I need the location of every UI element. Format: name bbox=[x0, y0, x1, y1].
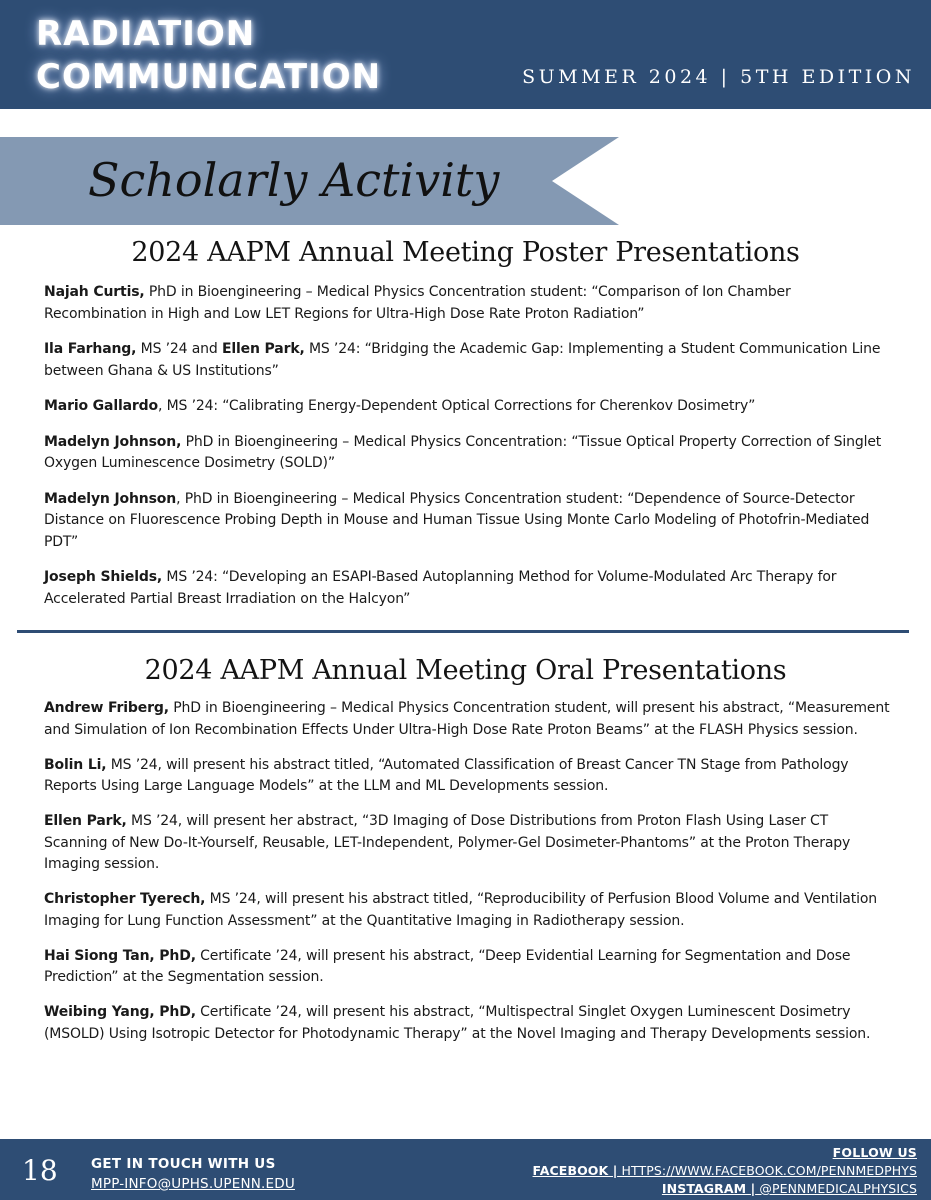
brand-line-1: RADIATION bbox=[36, 14, 256, 54]
contact-email-link[interactable]: MPP-INFO@UPHS.UPENN.EDU bbox=[91, 1176, 295, 1192]
presenter-name: Hai Siong Tan, PhD, bbox=[44, 947, 196, 964]
presenter-name: Ila Farhang, bbox=[44, 341, 137, 357]
section-title: Scholarly Activity bbox=[88, 153, 500, 207]
facebook-label: FACEBOOK | bbox=[532, 1163, 618, 1178]
newsletter-brand bbox=[36, 13, 381, 99]
edition-label: SUMMER 2024 | 5TH EDITION bbox=[522, 66, 915, 88]
presenter-name: Christopher Tyerech, bbox=[44, 891, 206, 907]
poster-entry bbox=[44, 282, 894, 325]
follow-us-label: FOLLOW US bbox=[832, 1145, 917, 1160]
oral-entry bbox=[44, 946, 894, 989]
oral-entry bbox=[44, 1002, 894, 1045]
oral-list bbox=[44, 698, 894, 1059]
entry-text: PhD in Bioengineering – Medical Physics Concentration student: “Comparison of Ion Chamber Recombination in High and Low LET Regions for Ultra-High Dose Rate Proton Radiation” bbox=[44, 284, 791, 322]
brand-line-2: COMMUNICATION bbox=[36, 57, 382, 97]
page-number: 18 bbox=[22, 1154, 58, 1187]
instagram-label: INSTAGRAM | bbox=[661, 1181, 756, 1196]
presenter-name: Ellen Park, bbox=[221, 341, 305, 357]
entry-text: MS ’24, will present her abstract, “3D Imaging of Dose Distributions from Proton Flash Using Laser CT Scanning of New Do-It-Yourself, Reusable, LET-Independent, Polymer-Gel Dosimeter-Phantoms” at the Proton Therapy Imaging session. bbox=[44, 813, 851, 872]
section-divider bbox=[17, 630, 909, 633]
contact-title: GET IN TOUCH WITH US bbox=[91, 1156, 276, 1172]
poster-entry bbox=[44, 489, 894, 554]
presenter-name: Andrew Friberg, bbox=[44, 700, 169, 716]
entry-text: PhD in Bioengineering – Medical Physics Concentration student, will present his abstract, “Measurement and Simulation of Ion Recombination Effects Under Ultra-High Dose Rate Proton Beams” at the FLASH Physics session. bbox=[44, 700, 890, 738]
newsletter-footer bbox=[0, 1139, 931, 1200]
entry-text: , PhD in Bioengineering – Medical Physics Concentration student: “Dependence of Source-Detector Distance on Fluorescence Probing Depth in Mouse and Human Tissue Using Monte Carlo Modeling of Photofrin-Mediated PDT” bbox=[44, 490, 870, 550]
entry-text: MS ’24, will present his abstract titled, “Reproducibility of Perfusion Blood Volume and Ventilation Imaging for Lung Function Assessment” at the Quantitative Imaging in Radiotherapy session. bbox=[44, 891, 877, 929]
newsletter-header bbox=[0, 0, 931, 109]
presenter-name: Najah Curtis, bbox=[44, 284, 145, 300]
poster-entry bbox=[44, 567, 894, 610]
presenter-name: Ellen Park, bbox=[44, 813, 127, 829]
poster-entry bbox=[44, 432, 894, 475]
instagram-link[interactable] bbox=[662, 1181, 917, 1196]
presenter-name: Madelyn Johnson, bbox=[44, 433, 182, 450]
entry-text: MS ’24: “Bridging the Academic Gap: Implementing a Student Communication Line between Ghana & US Institutions” bbox=[44, 341, 881, 379]
presenter-name: Madelyn Johnson bbox=[44, 490, 177, 507]
facebook-url: HTTPS://WWW.FACEBOOK.COM/PENNMEDPHYS bbox=[617, 1163, 917, 1178]
facebook-link[interactable] bbox=[533, 1163, 917, 1178]
oral-entry bbox=[44, 755, 894, 798]
entry-text: MS ’24 and bbox=[136, 341, 222, 357]
presenter-name: Joseph Shields, bbox=[44, 569, 163, 585]
entry-text: PhD in Bioengineering – Medical Physics Concentration: “Tissue Optical Property Correction of Singlet Oxygen Luminescence Dosimetry (SOLD)” bbox=[44, 433, 882, 471]
poster-heading: 2024 AAPM Annual Meeting Poster Presentations bbox=[131, 237, 800, 268]
presenter-name: Mario Gallardo bbox=[44, 398, 159, 414]
entry-text: , MS ’24: “Calibrating Energy-Dependent Optical Corrections for Cherenkov Dosimetry” bbox=[158, 398, 756, 414]
instagram-handle: @PENNMEDICALPHYSICS bbox=[755, 1181, 917, 1196]
entry-text: MS ’24: “Developing an ESAPI-Based Autoplanning Method for Volume-Modulated Arc Therapy for Accelerated Partial Breast Irradiation on the Halcyon” bbox=[44, 569, 837, 607]
oral-heading: 2024 AAPM Annual Meeting Oral Presentations bbox=[144, 655, 787, 686]
presenter-name: Bolin Li, bbox=[44, 756, 107, 773]
entry-text: MS ’24, will present his abstract titled, “Automated Classification of Breast Cancer TN Stage from Pathology Reports Using Large Language Models” at the LLM and ML Developments session. bbox=[44, 756, 849, 794]
entry-text: Certificate ’24, will present his abstract, “Multispectral Singlet Oxygen Luminescent Dosimetry (MSOLD) Using Isotropic Detector for Photodynamic Therapy” at the Novel Imaging and Therapy Developments session. bbox=[44, 1004, 871, 1042]
poster-entry bbox=[44, 339, 894, 382]
presenter-name: Weibing Yang, PhD, bbox=[44, 1004, 196, 1020]
oral-entry bbox=[44, 811, 894, 876]
oral-entry bbox=[44, 698, 894, 741]
oral-entry bbox=[44, 889, 894, 932]
poster-list bbox=[44, 282, 894, 624]
poster-entry bbox=[44, 396, 894, 418]
entry-text: Certificate ’24, will present his abstract, “Deep Evidential Learning for Segmentation and Dose Prediction” at the Segmentation session. bbox=[44, 947, 851, 985]
